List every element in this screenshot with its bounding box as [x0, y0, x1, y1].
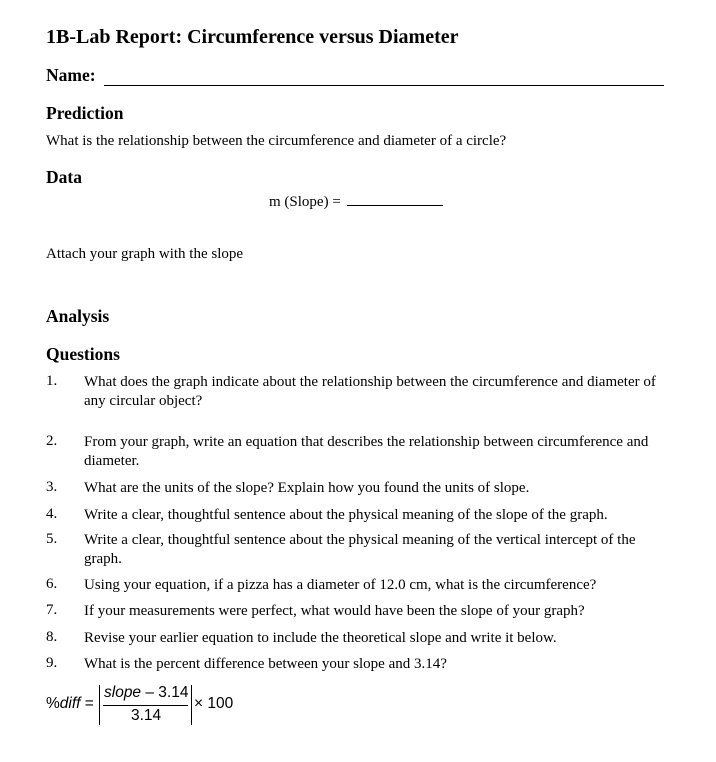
formula-times: × 100	[194, 695, 234, 712]
abs-bar-left	[99, 685, 100, 725]
prediction-heading: Prediction	[46, 103, 124, 123]
formula-lhs	[46, 695, 94, 713]
name-field-line[interactable]	[104, 85, 664, 86]
question-text: From your graph, write an equation that describes the relationship between circumference and diameter.	[84, 434, 649, 469]
data-heading: Data	[46, 167, 82, 187]
question-number: 4.	[46, 506, 58, 522]
question-number: 1.	[46, 373, 58, 389]
formula-diff-var: diff	[59, 695, 81, 712]
analysis-heading: Analysis	[46, 306, 110, 326]
prediction-question: What is the relationship between the circumference and diameter of a circle?	[46, 133, 507, 149]
questions-heading: Questions	[46, 344, 120, 364]
question-number: 3.	[46, 479, 58, 495]
formula-numerator	[104, 684, 188, 702]
question-text: Using your equation, if a pizza has a diameter of 12.0 cm, what is the circumference?	[84, 577, 597, 593]
name-label: Name:	[46, 65, 96, 85]
question-text: Write a clear, thoughtful sentence about the physical meaning of the slope of the graph.	[84, 507, 608, 523]
question-text: What does the graph indicate about the relationship between the circumference and diameter of any circular object?	[84, 374, 656, 409]
question-number: 7.	[46, 602, 58, 618]
question-text: What is the percent difference between your slope and 3.14?	[84, 656, 447, 672]
question-number: 8.	[46, 629, 58, 645]
slope-field	[269, 193, 443, 211]
question-number: 2.	[46, 433, 58, 449]
attach-graph-text: Attach your graph with the slope	[46, 246, 244, 262]
slope-label: m (Slope) =	[269, 194, 341, 210]
question-text: What are the units of the slope? Explain how you found the units of slope.	[84, 480, 530, 496]
question-text: Write a clear, thoughtful sentence about the physical meaning of the vertical intercept of the graph.	[84, 532, 636, 567]
question-text: If your measurements were perfect, what would have been the slope of your graph?	[84, 603, 585, 619]
formula-denominator: 3.14	[131, 707, 162, 724]
question-number: 6.	[46, 576, 58, 592]
formula-numerator-rest: – 3.14	[141, 684, 189, 701]
formula-percent: %	[46, 695, 60, 712]
page-title: 1B-Lab Report: Circumference versus Diameter	[46, 26, 459, 48]
abs-bar-right	[191, 685, 192, 725]
slope-blank-line[interactable]	[347, 193, 443, 206]
formula-slope-var: slope	[104, 684, 142, 701]
question-text: Revise your earlier equation to include the theoretical slope and write it below.	[84, 630, 557, 646]
fraction-line	[103, 705, 188, 706]
question-number: 5.	[46, 531, 58, 547]
question-number: 9.	[46, 655, 58, 671]
formula-equals: =	[80, 695, 94, 712]
